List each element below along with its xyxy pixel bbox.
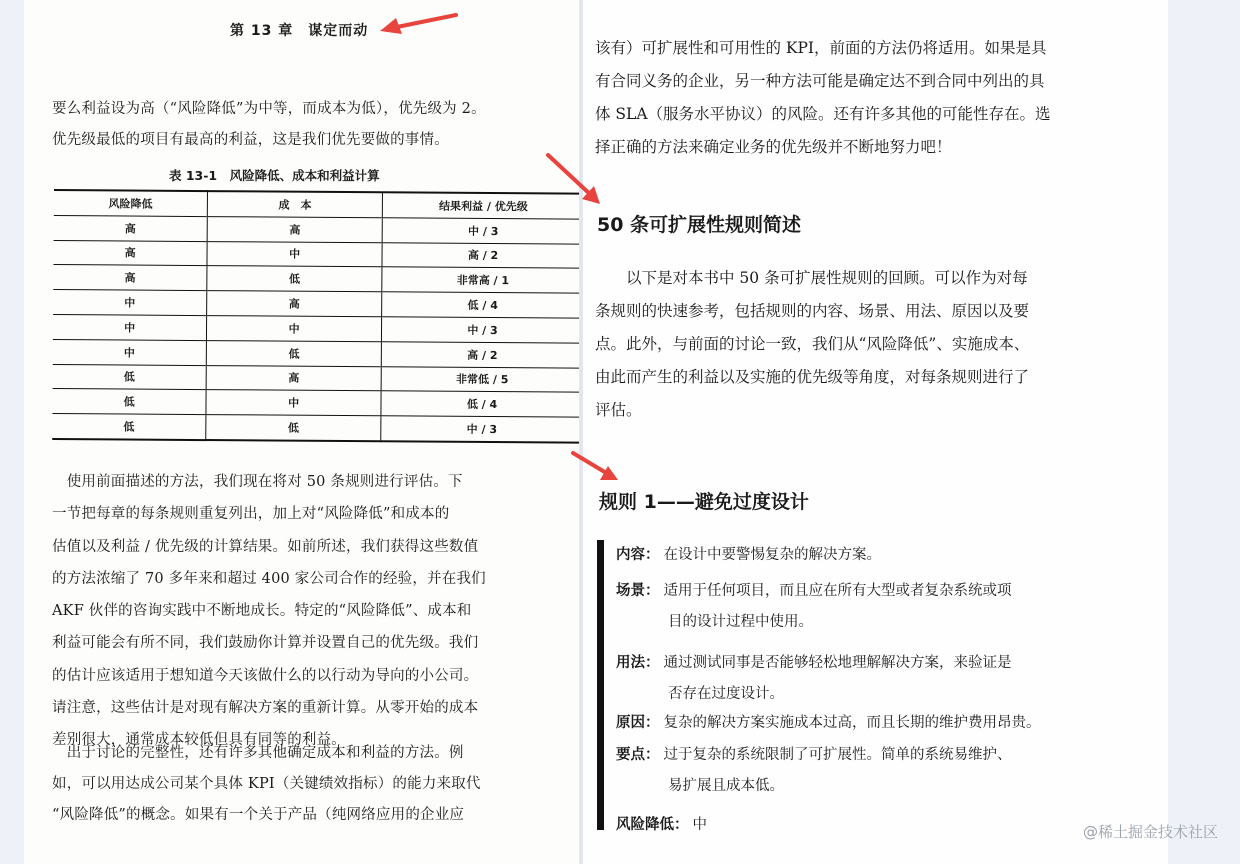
rule-key-points	[616, 740, 1012, 802]
rule-field-label: 原因：	[616, 715, 660, 731]
text-line: 条规则的快速参考，包括规则的内容、场景、用法、原因以及要	[595, 302, 1030, 320]
rule-reason	[616, 708, 1041, 739]
cell-benefit: 中 / 3	[382, 317, 579, 343]
rule-field-label: 风险降低：	[616, 817, 689, 833]
left-book-page	[24, 0, 579, 864]
rule-field-value: 复杂的解决方案实施成本过高，而且长期的维护费用昂贵。	[663, 715, 1041, 731]
text-line: AKF 伙伴的咨询实践中不断地成长。特定的“风险降低”、成本和	[52, 603, 472, 620]
cell-benefit: 高 / 2	[381, 342, 579, 368]
rule-field-label: 场景：	[616, 583, 660, 599]
rule-field-value: 过于复杂的系统限制了可扩展性。简单的系统易维护、	[663, 747, 1012, 763]
table-row	[52, 414, 579, 443]
text-line: 请注意，这些估计是对现有解决方案的重新计算。从零开始的成本	[52, 700, 479, 717]
table-row	[53, 265, 579, 293]
rule-heading: 规则 1——避免过度设计	[599, 491, 809, 513]
cell-cost: 中	[207, 316, 382, 342]
rule-field-label: 要点：	[616, 747, 660, 763]
table-row	[53, 314, 579, 342]
cell-benefit: 非常高 / 1	[382, 267, 579, 293]
table-row	[54, 215, 579, 243]
cell-cost: 低	[206, 415, 381, 442]
cell-cost: 高	[207, 216, 382, 242]
text-line: 差别很大，通常成本较低但具有同等的利益。	[52, 732, 346, 749]
cell-cost: 低	[207, 266, 382, 292]
cell-risk: 高	[124, 222, 136, 236]
rule-field-value: 在设计中要警惕复杂的解决方案。	[663, 547, 881, 563]
text-line: 以下是对本书中 50 条可扩展性规则的回顾。可以作为对每	[595, 269, 1028, 287]
text-line: 优先级最低的项目有最高的利益，这是我们优先要做的事情。	[52, 132, 449, 148]
rule-risk-reduction	[616, 810, 707, 841]
text-line: 择正确的方法来确定业务的优先级并不断地努力吧！	[595, 138, 952, 156]
text-line: 使用前面描述的方法，我们现在将对 50 条规则进行评估。下	[52, 474, 463, 490]
cell-risk: 低	[123, 370, 135, 385]
text-line: 要么利益设为高（“风险降低”为中等，而成本为低），优先级为 2。	[52, 101, 486, 117]
section-heading: 50 条可扩展性规则简述	[597, 214, 802, 236]
text-line: 估值以及利益 / 优先级的计算结果。如前所述，我们获得这些数值	[52, 538, 479, 555]
table-row	[53, 290, 579, 318]
intro-paragraph	[52, 94, 572, 156]
cell-cost: 中	[206, 390, 381, 416]
text-line: 评估。	[595, 401, 642, 419]
rule-field-label: 内容：	[616, 547, 660, 563]
rule-field-value: 通过测试同事是否能够轻松地理解解决方案，来验证是	[663, 655, 1012, 671]
running-head: 第 13 章 谋定而动	[230, 23, 369, 39]
header-risk-reduction: 风险降低	[108, 197, 153, 211]
text-line: 的估计应该适用于想知道今天该做什么的以行动为导向的小公司。	[52, 667, 479, 684]
cell-risk: 中	[123, 346, 135, 360]
summary-paragraph	[595, 262, 1029, 427]
text-line: 一节把每章的每条规则重复列出，加上对“风险降低”和成本的	[52, 506, 450, 523]
text-line: 有合同义务的企业，另一种方法可能是确定达不到合同中列出的具	[595, 72, 1045, 90]
rule-field-value: 中	[692, 817, 707, 833]
completeness-paragraph	[52, 738, 577, 831]
table-row	[53, 364, 579, 392]
cell-cost: 高	[206, 365, 381, 391]
cell-risk: 中	[124, 321, 136, 335]
rule-scenario	[616, 576, 1012, 638]
rule-field-label: 用法：	[616, 655, 660, 671]
cell-risk: 高	[124, 271, 136, 285]
cell-risk: 低	[123, 395, 135, 409]
text-line: 点。此外，与前面的讨论一致，我们从“风险降低”、实施成本、	[595, 335, 1030, 353]
right-book-page	[583, 0, 1168, 864]
text-line: 该有）可扩展性和可用性的 KPI，前面的方法仍将适用。如果是具	[595, 39, 1047, 57]
cell-benefit: 低 / 4	[381, 391, 579, 417]
continued-paragraph	[595, 32, 1051, 164]
text-line: “风险降低”的概念。如果有一个关于产品（纯网络应用的企业应	[52, 807, 465, 823]
header-benefit-priority: 结果利益 / 优先级	[382, 192, 579, 219]
table-row	[53, 339, 579, 367]
text-line: 体 SLA（服务水平协议）的风险。还有许多其他的可能性存在。选	[595, 105, 1051, 123]
cell-benefit: 非常低 / 5	[381, 366, 579, 392]
risk-cost-benefit-table	[52, 189, 579, 444]
cell-benefit: 中 / 3	[381, 416, 579, 443]
cell-benefit: 高 / 2	[382, 242, 579, 268]
site-watermark: @稀土掘金技术社区	[1082, 823, 1218, 841]
rule-field-value: 适用于任何项目，而且应在所有大型或者复杂系统或项	[663, 583, 1012, 599]
table-header-row	[54, 190, 579, 219]
text-line: 如，可以用达成公司某个具体 KPI（关键绩效指标）的能力来取代	[52, 776, 481, 792]
cell-risk: 中	[124, 296, 136, 310]
text-line: 出于讨论的完整性，还有许多其他确定成本和利益的方法。例	[52, 745, 464, 761]
cell-benefit: 低 / 4	[382, 292, 579, 318]
cell-risk: 高	[124, 246, 136, 261]
text-line: 由此而产生的利益以及实施的优先级等角度，对每条规则进行了	[595, 368, 1030, 386]
rule-usage	[616, 648, 1012, 710]
cell-cost: 低	[206, 340, 381, 366]
rule-field-value: 易扩展且成本低。	[668, 778, 784, 794]
cell-risk: 低	[123, 420, 135, 434]
text-line: 的方法浓缩了 70 多年来和超过 400 家公司合作的经验，并在我们	[52, 570, 486, 587]
table-row	[53, 240, 579, 268]
method-paragraph	[52, 466, 577, 757]
rule-content	[616, 540, 881, 571]
header-cost: 成 本	[208, 191, 383, 218]
cell-benefit: 中 / 3	[382, 218, 579, 244]
rule-summary-box	[597, 540, 1164, 833]
rule-field-value: 目的设计过程中使用。	[668, 614, 813, 630]
cell-cost: 中	[207, 241, 382, 267]
table-caption: 表 13-1 风险降低、成本和利益计算	[169, 168, 380, 183]
rule-field-value: 否存在过度设计。	[668, 686, 784, 702]
text-line: 利益可能会有所不同，我们鼓励你计算并设置自己的优先级。我们	[52, 635, 479, 652]
table-row	[52, 389, 579, 417]
cell-cost: 高	[207, 291, 382, 317]
